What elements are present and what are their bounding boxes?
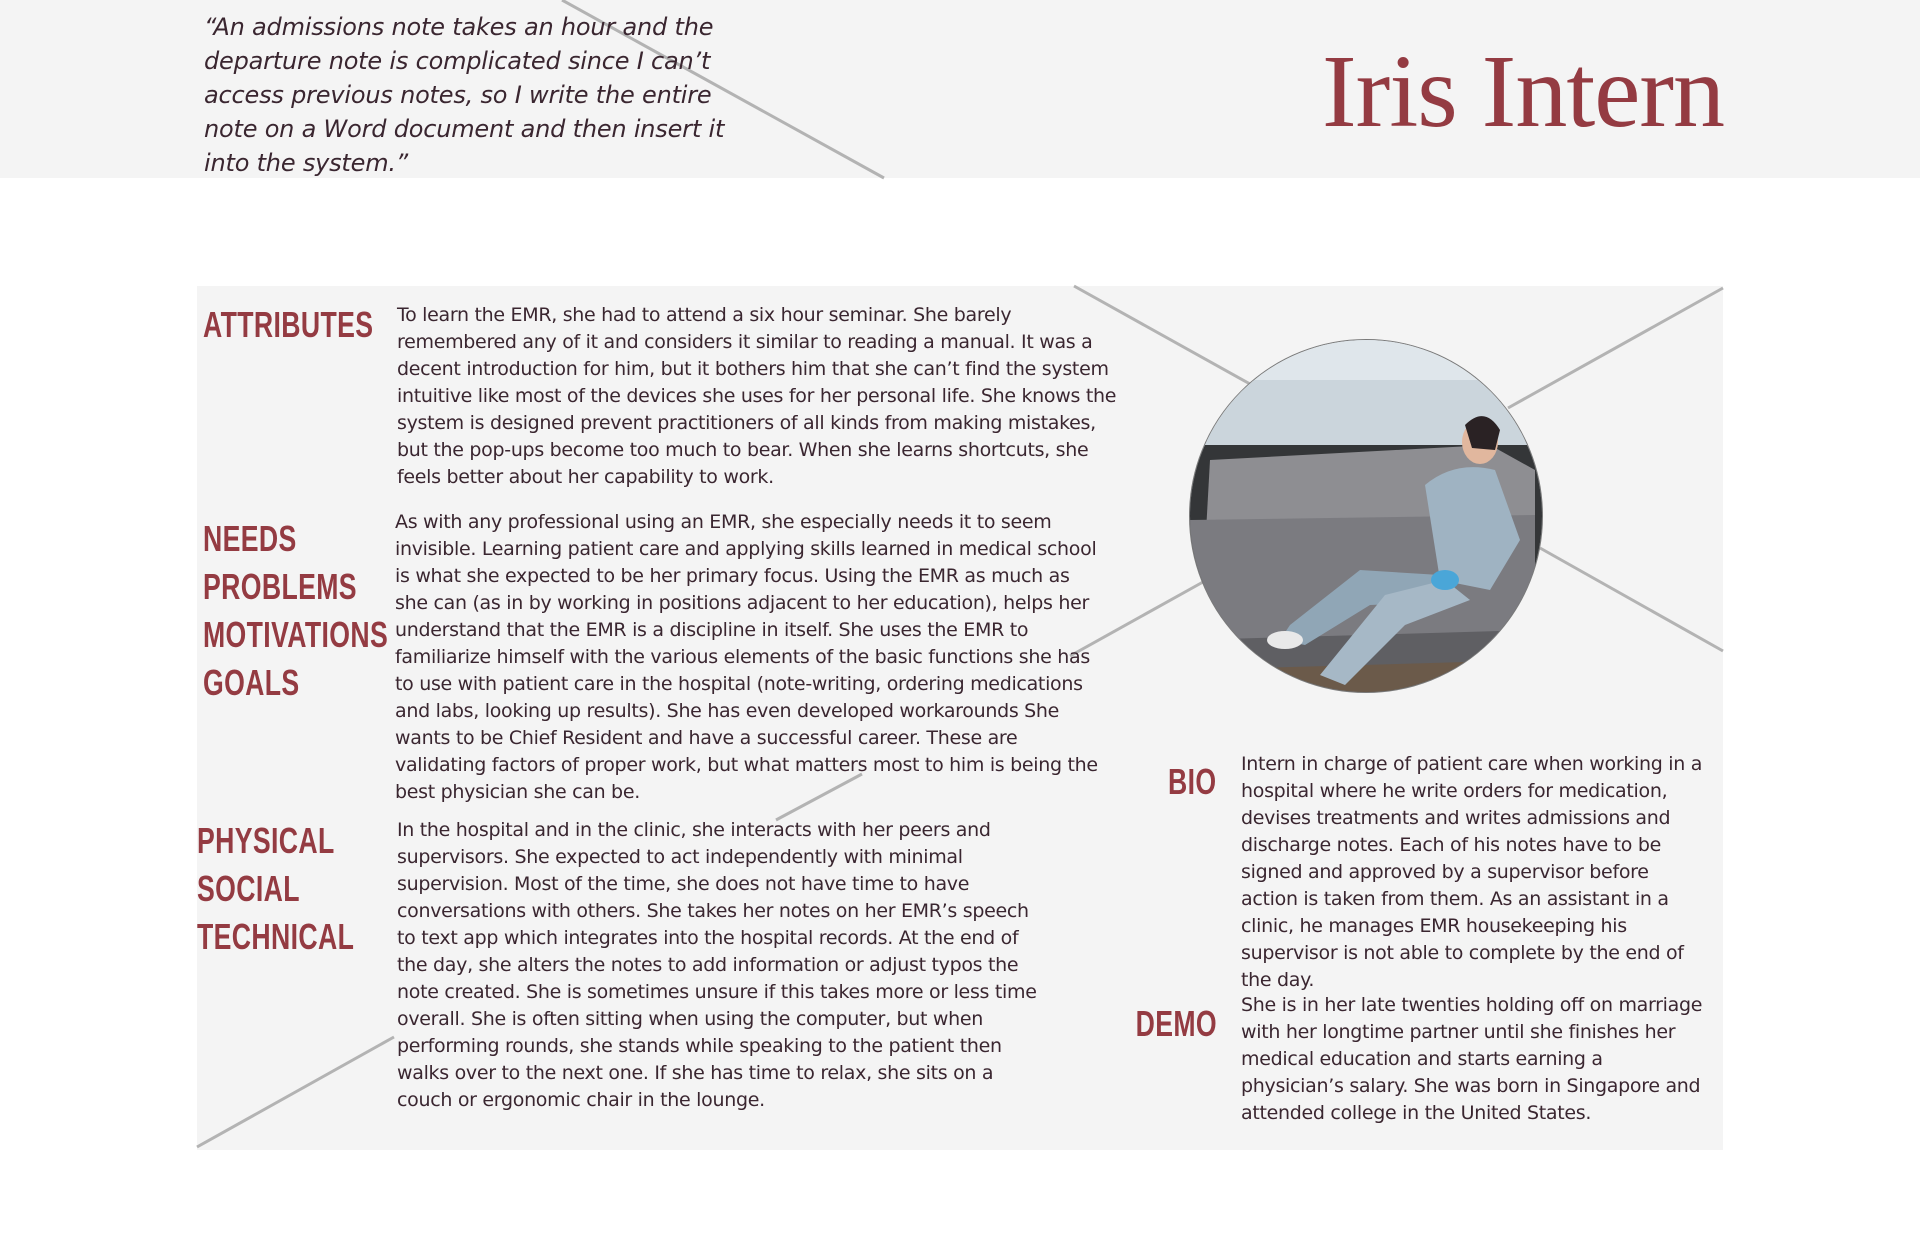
physical-text: In the hospital and in the clinic, she interacts with her peers and supervisors. She expected to act independently with minimal supervision. Most of the time, she does not have time to have conversations with others. She takes her notes on her EMR’s speech to text app which integrates into the hospital records. At the end of the day, she alters the notes to add information or adjust typos the note created. She is sometimes unsure if this takes more or less time overall. She is often sitting when using the computer, but when performing rounds, she stands while speaking to the patient then walks over to the next one. If she has time to relax, she sits on a couch or ergonomic chair in the lounge. — [397, 819, 1037, 1111]
bio-heading-text: BIO — [1168, 761, 1217, 802]
attributes-heading-text: ATTRIBUTES — [203, 304, 374, 345]
physical-heading: PHYSICAL — [197, 820, 335, 861]
goals-heading: GOALS — [203, 662, 300, 703]
persona-name: Iris Intern — [1322, 34, 1724, 149]
needs-headings — [203, 515, 388, 707]
attributes-heading — [203, 301, 373, 349]
attributes-text: To learn the EMR, she had to attend a six hour seminar. She barely remembered any of it and considers it similar to reading a manual. It was a decent introduction for him, but it bothers him that she can’t find the system intuitive like most of the devices she uses for her personal life. She knows the system is designed prevent practitioners of all kinds from making mistakes, but the pop-ups become too much to bear. When she learns shortcuts, she feels better about her capability to work. — [397, 304, 1117, 488]
problems-heading: PROBLEMS — [203, 566, 357, 607]
demo-text: She is in her late twenties holding off on marriage with her longtime partner until she finishes her medical education and starts earning a physician’s salary. She was born in Singapore and attended college in the United States. — [1241, 994, 1703, 1124]
physical-headings — [197, 817, 354, 961]
bio-text: Intern in charge of patient care when working in a hospital where he write orders for medication, devises treatments and writes admissions and discharge notes. Each of his notes have to be signed and approved by a supervisor before action is taken from them. As an assistant in a clinic, he manages EMR housekeeping his supervisor is not able to complete by the end of the day. — [1241, 753, 1703, 991]
motivations-heading: MOTIVATIONS — [203, 614, 389, 655]
persona-quote: “An admissions note takes an hour and the departure note is complicated since I can’t access previous notes, so I write the entire note on a Word document and then insert it into the system.” — [204, 13, 725, 177]
persona-portrait — [1189, 339, 1543, 693]
bio-heading — [1169, 758, 1217, 806]
needs-heading: NEEDS — [203, 518, 297, 559]
demo-heading — [1136, 1000, 1217, 1048]
social-heading: SOCIAL — [197, 868, 300, 909]
needs-text: As with any professional using an EMR, she especially needs it to seem invisible. Learning patient care and applying skills learned in medical school is what she expected to be her primary focus. Using the EMR as much as she can (as in by working in positions adjacent to her education), helps her understand that the EMR is a discipline in itself. She uses the EMR to familiarize himself with the various elements of the basic functions she has to use with patient care in the hospital (note-writing, ordering medications and labs, looking up results). She has even developed workarounds She wants to be Chief Resident and have a successful career. These are validating factors of proper work, but what matters most to him is being the best physician she can be. — [395, 511, 1098, 803]
technical-heading: TECHNICAL — [197, 916, 355, 957]
portrait-illustration — [1190, 340, 1542, 692]
demo-heading-text: DEMO — [1135, 1003, 1217, 1044]
